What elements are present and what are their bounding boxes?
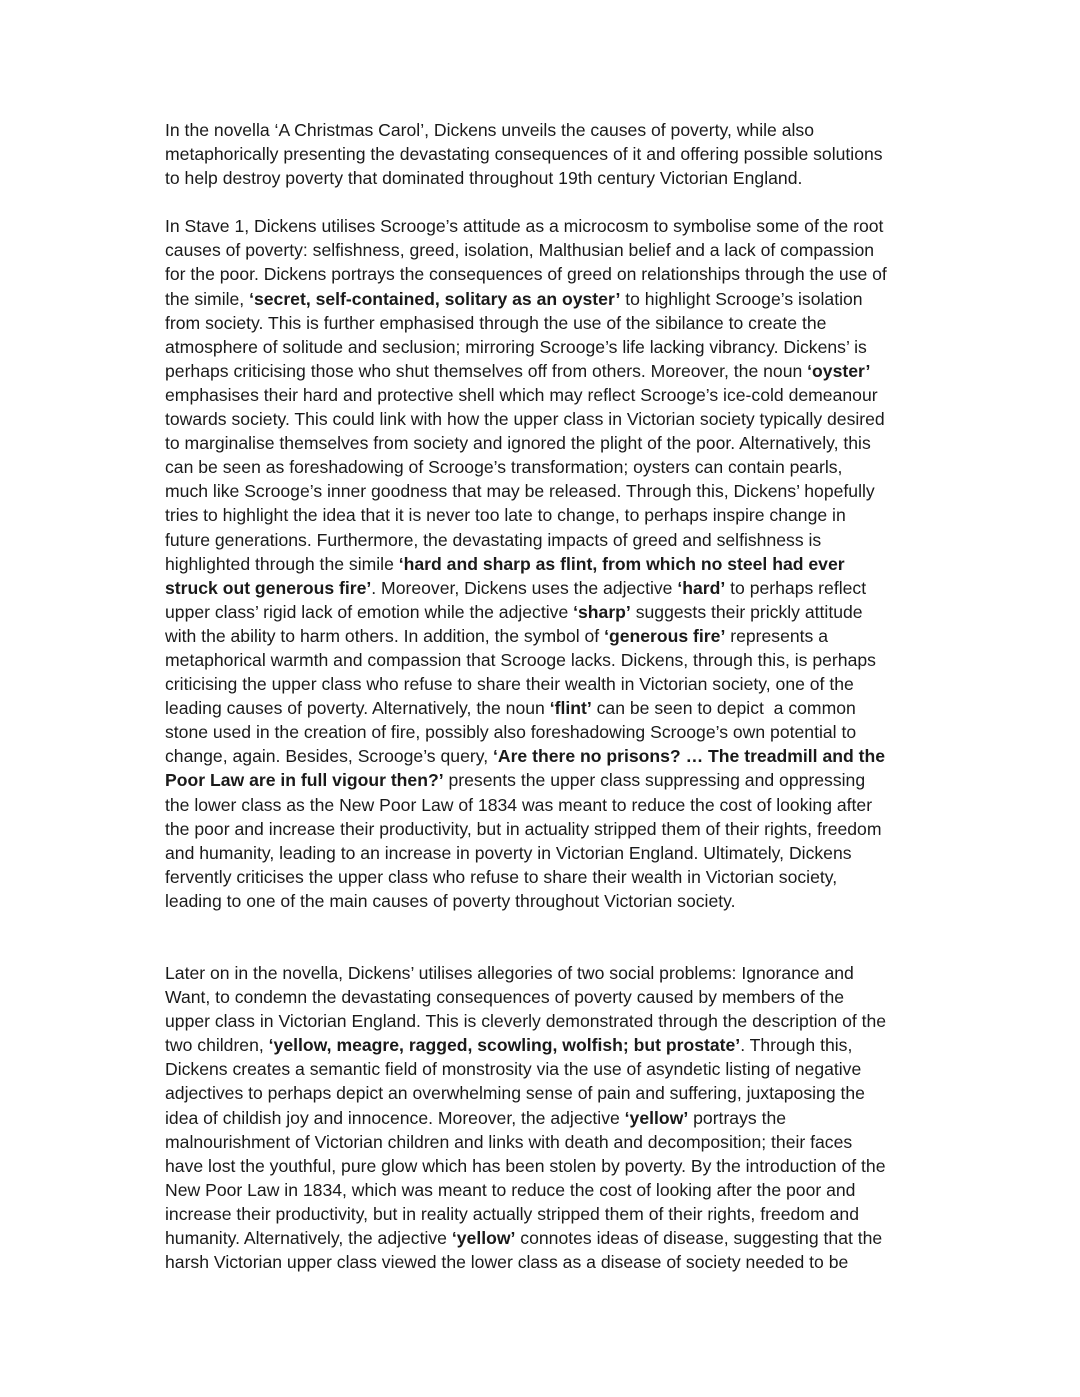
text-run: presents the upper class suppressing and oppressing the lower class as the New Poor Law of 1834 was meant to reduce the cost of looking after the poor and increase their productivity, but in actuality stripped them of their rights, freedom and humanity, leading to an increase in poverty in Victorian England. Ultimately, Dickens fervently criticises the upper class who refuse to share their wealth in Victorian society, leading to one of the main causes of poverty throughout Victorian society. bbox=[165, 770, 882, 911]
quoted-text: ‘oyster’ bbox=[807, 360, 871, 381]
text-run: In the novella ‘A Christmas Carol’, Dickens unveils the causes of poverty, while also metaphorically presenting the devastating consequences of it and offering possible solutions to help destroy poverty that dominated throughout 19th century Victorian England. bbox=[165, 120, 883, 189]
paragraph-later-on bbox=[165, 961, 925, 1274]
text-run: Later on in the novella, Dickens’ utilises allegories of two social problems: Ignorance and Want, to condemn the devastating consequences of poverty caused by members of the upper class in Victorian England. This is cleverly demonstrated through the description of the two children, bbox=[165, 963, 887, 1056]
quoted-text: ‘flint’ bbox=[549, 698, 592, 719]
quoted-text: ‘sharp’ bbox=[573, 601, 631, 622]
paragraph-intro bbox=[165, 118, 925, 190]
quoted-text: ‘secret, self-contained, solitary as an oyster’ bbox=[249, 288, 621, 309]
paragraph-spacer bbox=[165, 913, 925, 961]
paragraph-stave-1 bbox=[165, 214, 925, 913]
text-run: . Through this, Dickens creates a semantic field of monstrosity via the use of asyndetic listing of negative adjectives to perhaps depict an overwhelming sense of pain and suffering, juxtaposing the idea of childish joy and innocence. Moreover, the adjective bbox=[165, 1035, 865, 1128]
quoted-text: ‘hard and sharp as flint, from which no steel had ever struck out generous fire’ bbox=[165, 553, 845, 598]
text-run: can be seen to depict a common stone used in the creation of fire, possibly also foreshadowing Scrooge’s own potential to change, again. Besides, Scrooge’s query, bbox=[165, 698, 857, 767]
quoted-text: ‘yellow’ bbox=[624, 1107, 689, 1128]
text-run: emphasises their hard and protective shell which may reflect Scrooge’s ice-cold demeanour towards society. This could link with how the upper class in Victorian society typically desired to marginalise themselves from society and ignored the plight of the poor. Alternatively, this can be seen as foreshadowing of Scrooge’s transformation; oysters can contain pearls, much like Scrooge’s inner goodness that may be released. Through this, Dickens’ hopefully tries to highlight the idea that it is never too late to change, to perhaps inspire change in future generations. Furthermore, the devastating impacts of greed and selfishness is highlighted through the simile bbox=[165, 384, 885, 574]
paragraph-spacer bbox=[165, 190, 925, 214]
quoted-text: ‘Are there no prisons? … The treadmill and the Poor Law are in full vigour then?’ bbox=[165, 746, 885, 791]
text-run: suggests their prickly attitude with the ability to harm others. In addition, the symbol of bbox=[165, 601, 863, 646]
quoted-text: ‘yellow, meagre, ragged, scowling, wolfish; but prostate’ bbox=[268, 1035, 741, 1056]
document-page bbox=[165, 118, 925, 1274]
quoted-text: ‘hard’ bbox=[677, 577, 726, 598]
quoted-text: ‘generous fire’ bbox=[604, 625, 726, 646]
text-run: . Moreover, Dickens uses the adjective bbox=[371, 577, 678, 598]
text-run: to highlight Scrooge’s isolation from society. This is further emphasised through the use of the sibilance to create the atmosphere of solitude and seclusion; mirroring Scrooge’s life lacking vibrancy. Dickens’ is perhaps criticising those who shut themselves off from others. Moreover, the noun bbox=[165, 288, 867, 381]
text-run: connotes ideas of disease, suggesting that the harsh Victorian upper class viewed the lower class as a disease of society needed to be bbox=[165, 1228, 883, 1273]
text-run: portrays the malnourishment of Victorian children and links with death and decomposition; their faces have lost the youthful, pure glow which has been stolen by poverty. By the introduction of the New Poor Law in 1834, which was meant to reduce the cost of looking after the poor and increase their productivity, but in reality actually stripped them of their rights, freedom and humanity. Alternatively, the adjective bbox=[165, 1107, 886, 1249]
text-run: represents a metaphorical warmth and compassion that Scrooge lacks. Dickens, through this, is perhaps criticising the upper class who refuse to share their wealth in Victorian society, one of the leading causes of poverty. Alternatively, the noun bbox=[165, 625, 876, 719]
text-run: In Stave 1, Dickens utilises Scrooge’s attitude as a microcosm to symbolise some of the root causes of poverty: selfishness, greed, isolation, Malthusian belief and a lack of compassion for the poor. Dickens portrays the consequences of greed on relationships through the use of the simile, bbox=[165, 216, 887, 309]
text-run: to perhaps reflect upper class’ rigid lack of emotion while the adjective bbox=[165, 577, 867, 622]
quoted-text: ‘yellow’ bbox=[451, 1228, 516, 1249]
